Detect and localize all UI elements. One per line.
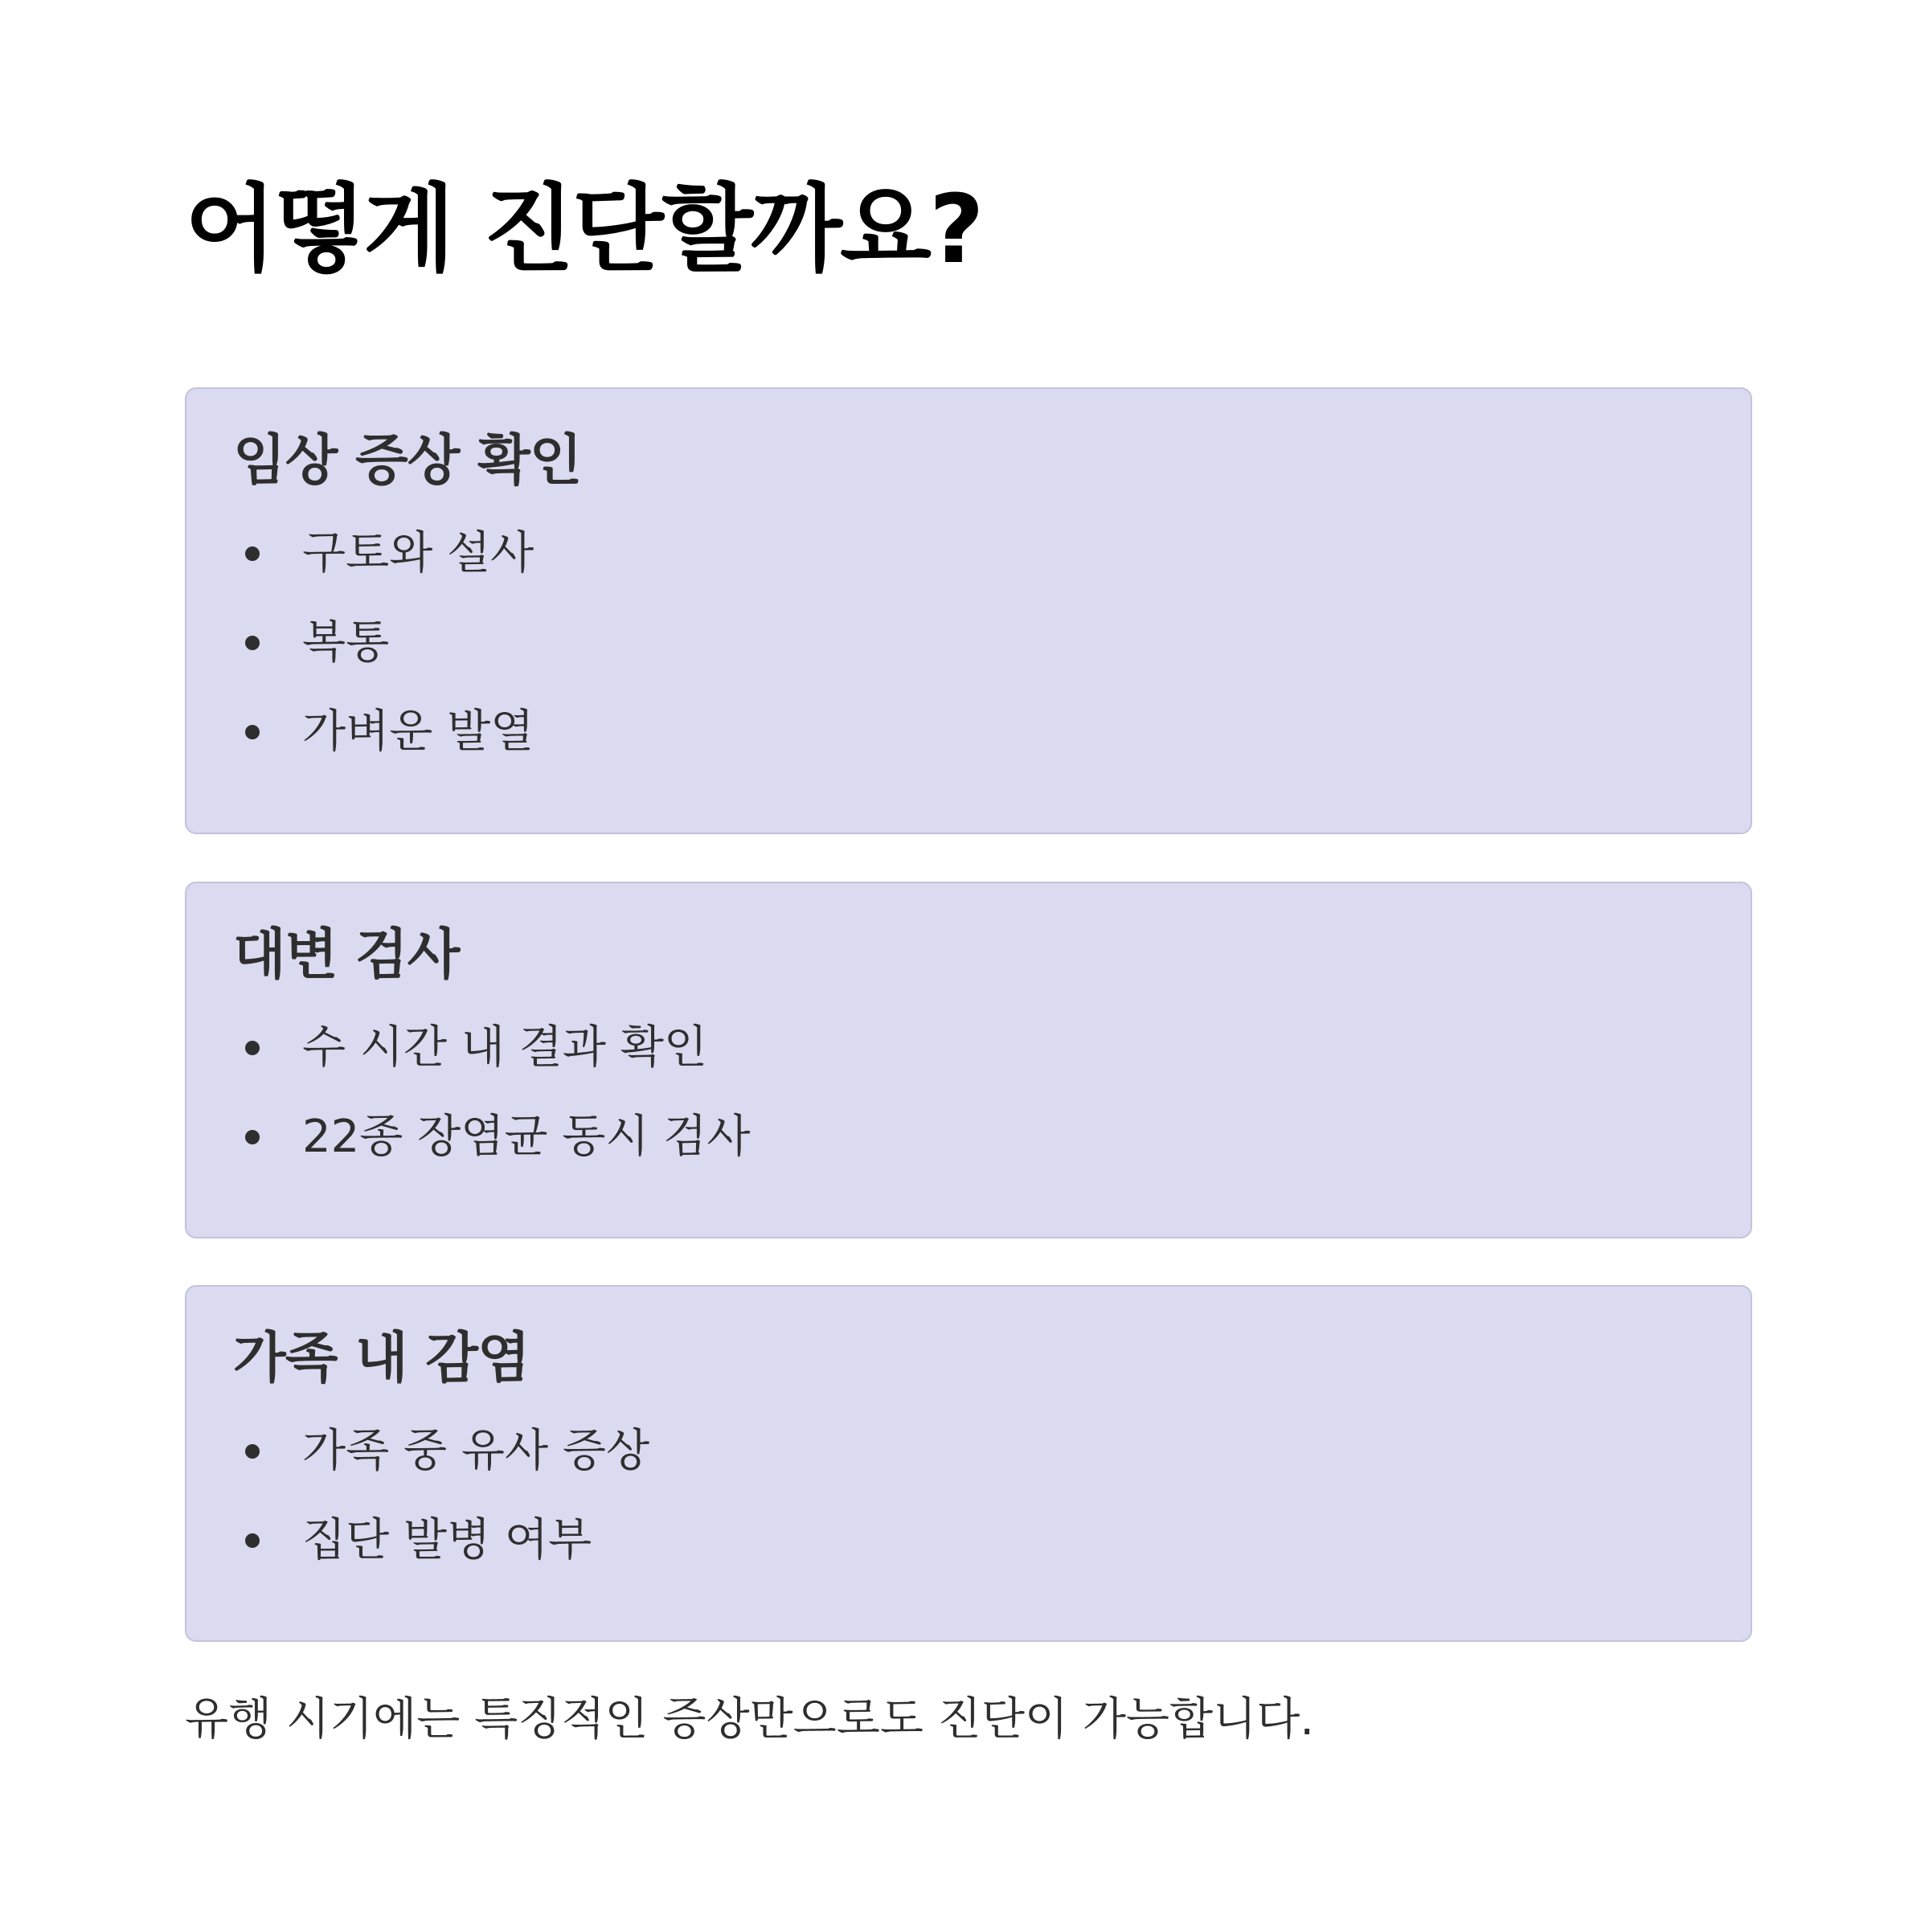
list-item (233, 527, 534, 619)
bullet-icon (245, 546, 260, 561)
list-item (233, 616, 534, 708)
list-item-label: 수 시간 내 결과 확인 (302, 1021, 707, 1074)
bullet-icon (245, 1130, 260, 1144)
page-title: 어떻게 진단할까요? (185, 174, 982, 284)
bullet-icon (245, 1041, 260, 1055)
bullet-icon (245, 725, 260, 739)
card-clinical-symptoms (185, 387, 1752, 834)
family-list (233, 1427, 649, 1606)
list-item (233, 1514, 649, 1606)
bullet-icon (245, 1533, 260, 1548)
bullet-icon (245, 636, 260, 650)
symptom-list (233, 527, 534, 797)
list-item (233, 1113, 750, 1202)
list-item (233, 1427, 649, 1517)
list-item (233, 1021, 750, 1113)
test-list (233, 1021, 751, 1202)
bullet-icon (245, 1444, 260, 1459)
card-heading: 가족 내 감염 (233, 1327, 530, 1390)
footnote: 유행 시기에는 특징적인 증상만으로도 진단이 가능합니다. (185, 1693, 1315, 1746)
card-heading: 대변 검사 (233, 923, 460, 987)
card-stool-test (185, 882, 1752, 1238)
list-item-label: 가족 중 유사 증상 (302, 1425, 650, 1477)
list-item-label: 구토와 설사 (302, 527, 534, 579)
list-item-label: 복통 (302, 616, 390, 669)
list-item (233, 708, 534, 797)
card-heading: 임상 증상 확인 (233, 429, 582, 493)
card-family-infection (185, 1285, 1752, 1642)
list-item-label: 가벼운 발열 (302, 706, 534, 758)
list-item-label: 22종 장염균 동시 검사 (302, 1111, 751, 1163)
list-item-label: 집단 발병 여부 (302, 1514, 592, 1566)
